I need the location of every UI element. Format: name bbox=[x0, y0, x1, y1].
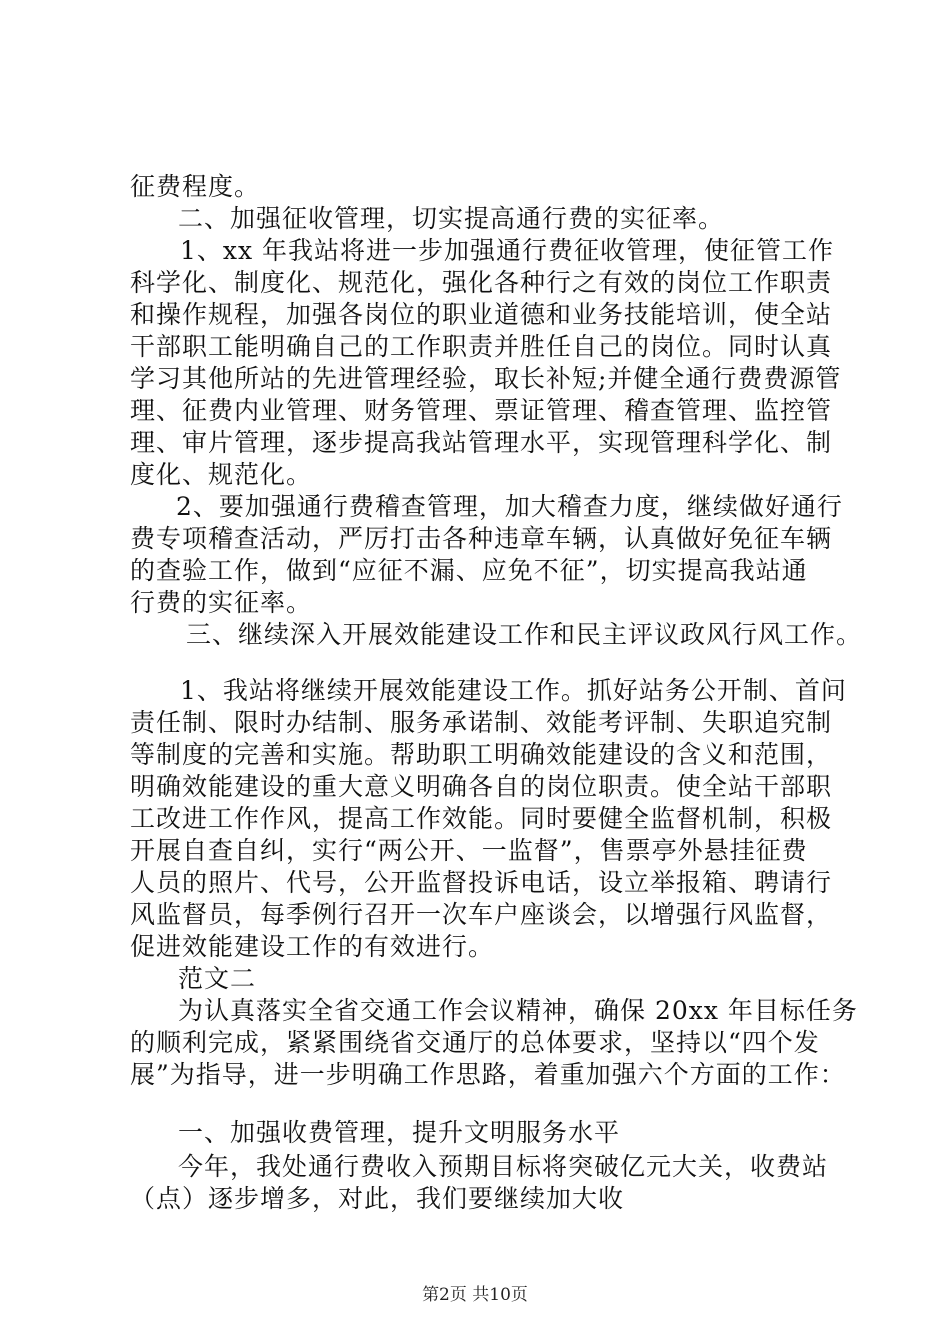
text-line: 明确效能建设的重大意义明确各自的岗位职责。使全站干部职 bbox=[130, 772, 833, 801]
section-heading: 三、继续深入开展效能建设工作和民主评议政风行风工作。 bbox=[186, 620, 863, 649]
text-line: 风监督员，每季例行召开一次车户座谈会，以增强行风监督， bbox=[130, 900, 833, 929]
text-line: 科学化、制度化、规范化，强化各种行之有效的岗位工作职责 bbox=[130, 268, 833, 297]
text-line: 征费程度。 bbox=[130, 172, 261, 201]
text-line: 的顺利完成，紧紧围绕省交通厅的总体要求，坚持以“四个发 bbox=[130, 1028, 820, 1057]
text-line: 责任制、限时办结制、服务承诺制、效能考评制、失职追究制 bbox=[130, 708, 833, 737]
text-line: 学习其他所站的先进管理经验，取长补短;并健全通行费费源管 bbox=[130, 364, 842, 393]
section-heading: 二、加强征收管理，切实提高通行费的实征率。 bbox=[178, 204, 725, 233]
text-line: 和操作规程，加强各岗位的职业道德和业务技能培训，使全站 bbox=[130, 300, 833, 329]
text-line: 理、审片管理，逐步提高我站管理水平，实现管理科学化、制 bbox=[130, 428, 833, 457]
text-line: 理、征费内业管理、财务管理、票证管理、稽查管理、监控管 bbox=[130, 396, 833, 425]
section-heading: 一、加强收费管理，提升文明服务水平 bbox=[178, 1118, 621, 1147]
text-line: 开展自查自纠，实行“两公开、一监督”，售票亭外悬挂征费 bbox=[130, 836, 808, 865]
text-line: 为认真落实全省交通工作会议精神，确保 20xx 年目标任务 bbox=[178, 996, 858, 1025]
text-line: 费专项稽查活动，严厉打击各种违章车辆，认真做好免征车辆 bbox=[130, 524, 833, 553]
text-line: 1、xx 年我站将进一步加强通行费征收管理，使征管工作 bbox=[180, 236, 835, 265]
text-line: 今年，我处通行费收入预期目标将突破亿元大关，收费站 bbox=[178, 1152, 829, 1181]
text-line: 的查验工作，做到“应征不漏、应免不征”，切实提高我站通 bbox=[130, 556, 808, 585]
text-line: 干部职工能明确自己的工作职责并胜任自己的岗位。同时认真 bbox=[130, 332, 833, 361]
section-title: 范文二 bbox=[178, 964, 257, 993]
text-line: 行费的实征率。 bbox=[130, 588, 313, 617]
text-line: 人员的照片、代号，公开监督投诉电话，设立举报箱、聘请行 bbox=[130, 868, 833, 897]
text-line: 度化、规范化。 bbox=[130, 460, 313, 489]
page-footer: 第2页 共10页 bbox=[422, 1285, 528, 1305]
text-line: 1、我站将继续开展效能建设工作。抓好站务公开制、首问 bbox=[180, 676, 847, 705]
text-line: 促进效能建设工作的有效进行。 bbox=[130, 932, 495, 961]
text-line: （点）逐步增多，对此，我们要继续加大收 bbox=[130, 1184, 625, 1213]
text-line: 等制度的完善和实施。帮助职工明确效能建设的含义和范围， bbox=[130, 740, 833, 769]
text-line: 展”为指导，进一步明确工作思路，着重加强六个方面的工作： bbox=[130, 1060, 846, 1089]
text-line: 2、要加强通行费稽查管理，加大稽查力度，继续做好通行 bbox=[176, 492, 843, 521]
text-line: 工改进工作作风，提高工作效能。同时要健全监督机制，积极 bbox=[130, 804, 833, 833]
